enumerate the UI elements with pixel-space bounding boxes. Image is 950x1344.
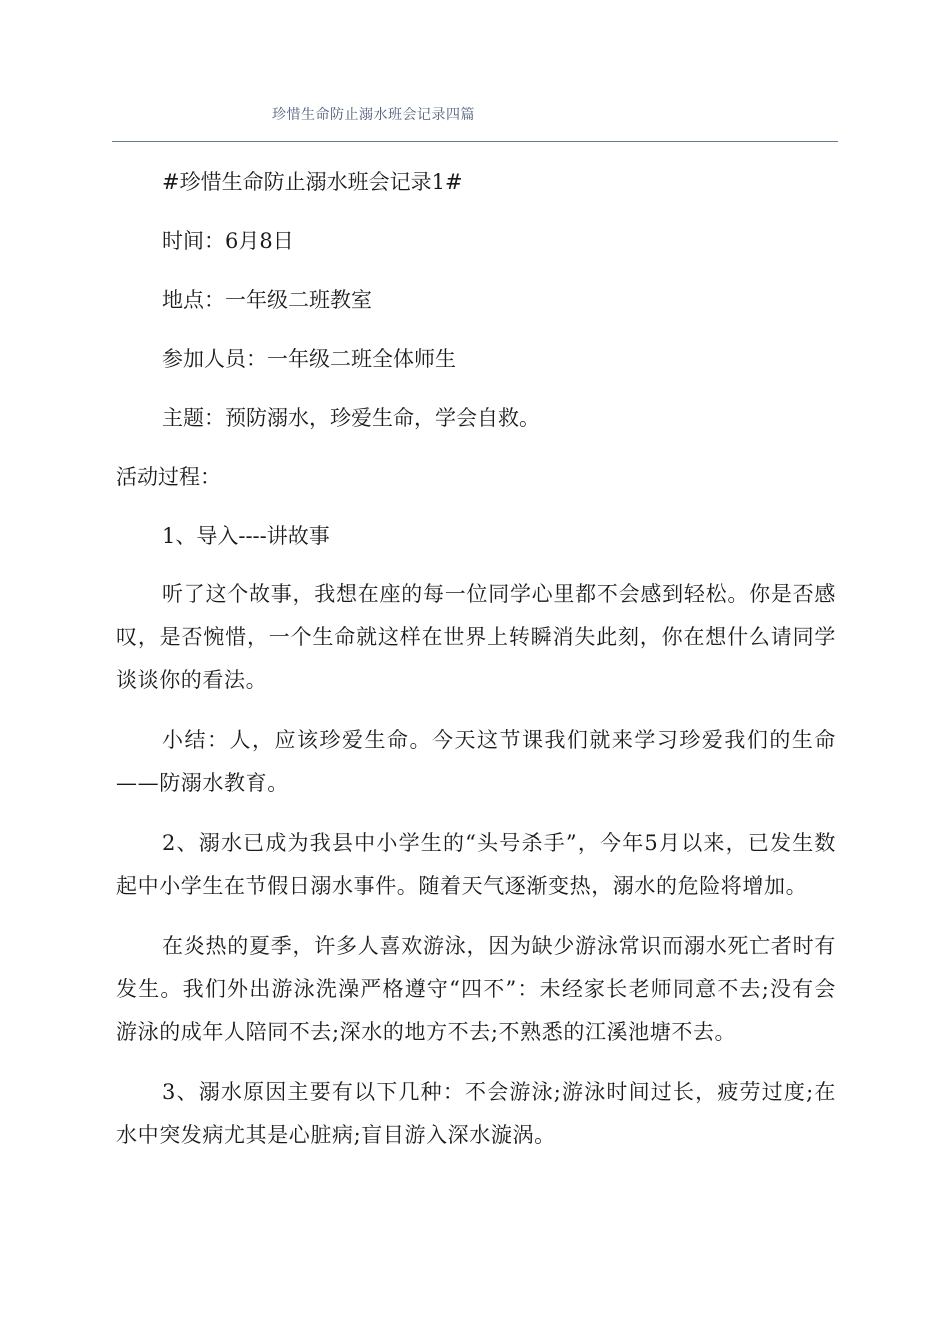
- meeting-time: 时间：6月8日: [162, 229, 294, 253]
- step-1-heading: 1、导入----讲故事: [162, 524, 330, 548]
- document-body: [116, 167, 836, 1174]
- meeting-place: 地点：一年级二班教室: [162, 288, 372, 312]
- meeting-theme: 主题：预防溺水，珍爱生命，学会自救。: [162, 406, 540, 430]
- meeting-participants: 参加人员：一年级二班全体师生: [162, 347, 456, 371]
- record-title: #珍惜生命防止溺水班会记录1#: [162, 170, 463, 194]
- paragraph-story-reflection: 听了这个故事，我想在座的每一位同学心里都不会感到轻松。你是否感叹，是否惋惜，一个生命就这样在世界上转瞬消失此刻，你在想什么请同学谈谈你的看法。: [116, 582, 836, 692]
- paragraph-step-2: 2、溺水已成为我县中小学生的“头号杀手”，今年5月以来，已发生数起中小学生在节假日溺水事件。随着天气逐渐变热，溺水的危险将增加。: [116, 831, 836, 898]
- paragraph-summary: 小结：人，应该珍爱生命。今天这节课我们就来学习珍爱我们的生命——防溺水教育。: [116, 728, 836, 795]
- page-header-title: 珍惜生命防止溺水班会记录四篇: [272, 107, 475, 123]
- paragraph-step-3: 3、溺水原因主要有以下几种：不会游泳;游泳时间过长，疲劳过度;在水中突发病尤其是心脏病;盲目游入深水漩涡。: [116, 1080, 836, 1147]
- process-heading: 活动过程：: [116, 465, 221, 489]
- paragraph-summer-rules: 在炎热的夏季，许多人喜欢游泳，因为缺少游泳常识而溺水死亡者时有发生。我们外出游泳洗澡严格遵守“四不”：未经家长老师同意不去;没有会游泳的成年人陪同不去;深水的地方不去;不熟悉的江溪池塘不去。: [116, 934, 836, 1044]
- header-divider: [112, 141, 838, 142]
